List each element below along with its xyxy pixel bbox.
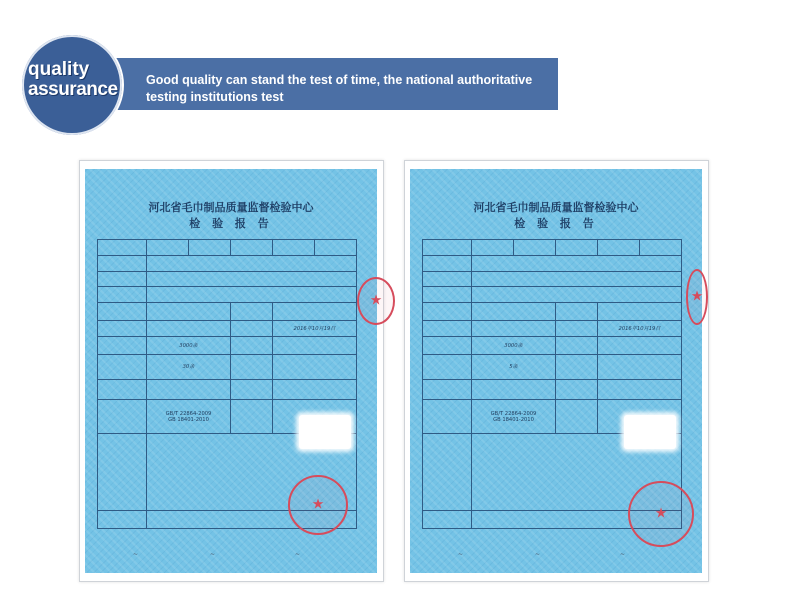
official-seal [288, 475, 348, 535]
certificate-title: 河北省毛巾制品质量监督检验中心 [473, 201, 639, 214]
official-seal [686, 269, 708, 325]
banner-line-1: Good quality can stand the test of time, the national authoritative [146, 73, 533, 87]
official-seal [357, 277, 395, 325]
certificate-paper [410, 169, 702, 573]
inspection-standard [472, 400, 556, 434]
standard-line-2: GB 18401-2010 [168, 416, 209, 423]
signature-row [105, 551, 365, 561]
certificate-title: 河北省毛巾制品质量监督检验中心 [148, 201, 314, 214]
badge-text [28, 60, 128, 100]
certificate-card-left [79, 160, 384, 582]
product-quantity: 3000条 [472, 337, 556, 355]
signature: ~ [210, 551, 216, 558]
header-banner [88, 58, 558, 110]
redacted-area [624, 415, 676, 449]
signature: ~ [535, 551, 541, 558]
badge-line-1: quality [28, 59, 90, 80]
signature-row [430, 551, 690, 561]
standard-line-1: GB/T 22864-2009 [490, 410, 537, 417]
banner-line-2: testing institutions test [146, 90, 284, 104]
receive-date: 2016年10月19日 [598, 321, 682, 337]
sample-quantity: 5条 [472, 355, 556, 380]
sample-quantity: 30条 [147, 355, 231, 380]
signature: ~ [133, 551, 139, 558]
signature: ~ [458, 551, 464, 558]
standard-line-2: GB 18401-2010 [493, 416, 534, 423]
certificate-card-right [404, 160, 709, 582]
redacted-area [299, 415, 351, 449]
product-quantity: 3000条 [147, 337, 231, 355]
certificate-subtitle: 检 验 报 告 [189, 217, 273, 230]
signature: ~ [620, 551, 626, 558]
receive-date: 2016年10月19日 [273, 321, 357, 337]
certificate-subtitle: 检 验 报 告 [514, 217, 598, 230]
signature: ~ [295, 551, 301, 558]
standard-line-1: GB/T 22864-2009 [165, 410, 212, 417]
banner-text [146, 72, 546, 106]
inspection-standard [147, 400, 231, 434]
badge-line-2: assurance [28, 79, 118, 100]
official-seal [628, 481, 694, 547]
certificate-paper [85, 169, 377, 573]
